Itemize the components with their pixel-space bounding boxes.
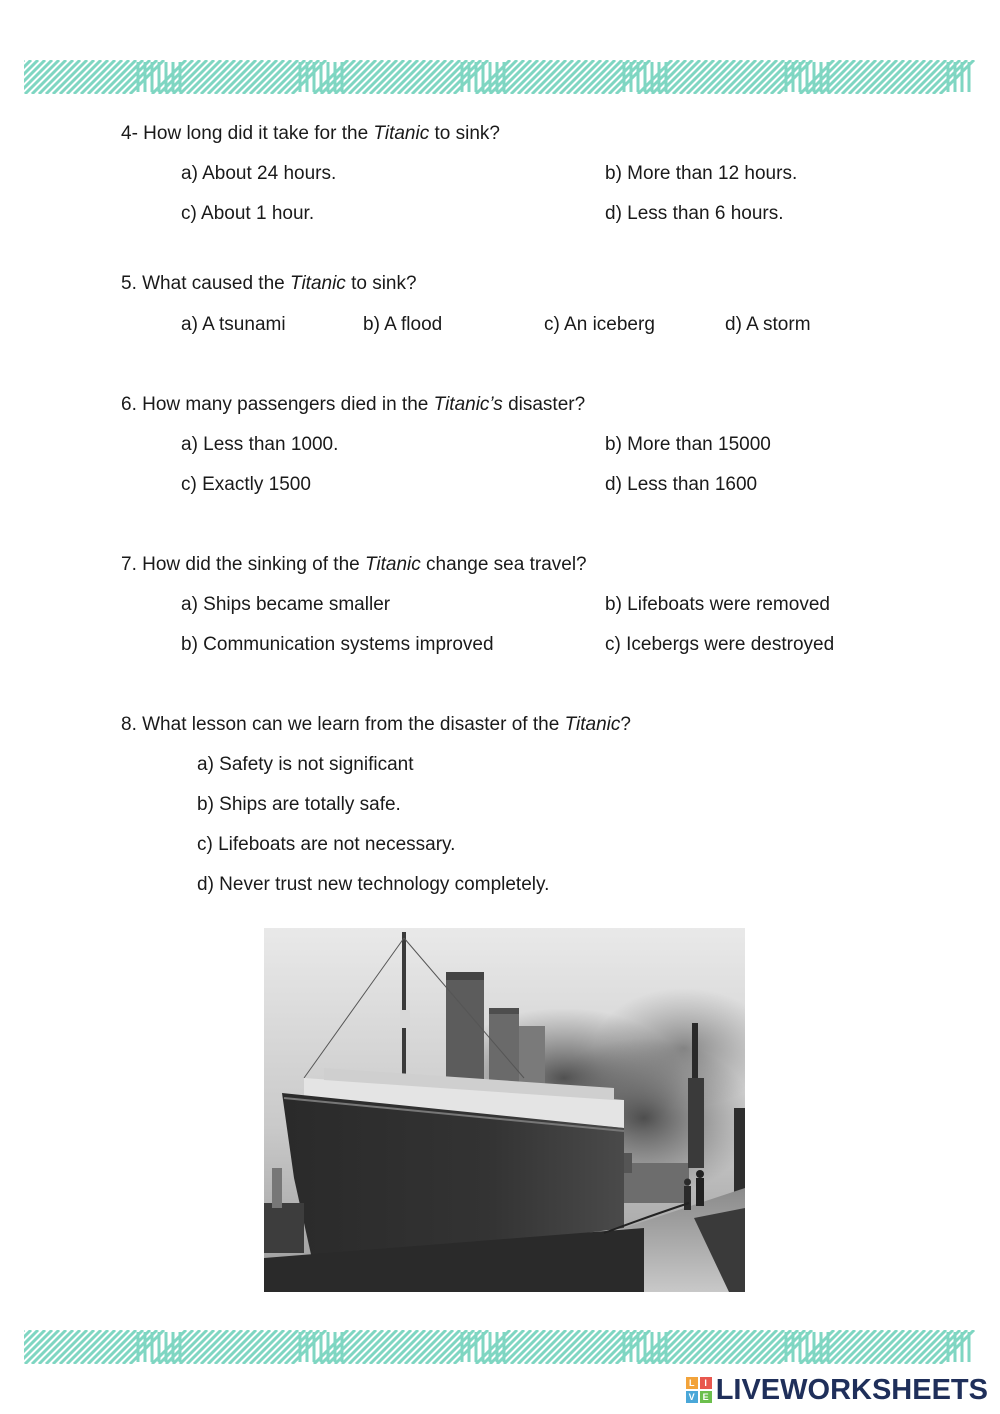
question-5-option-a[interactable]: a) A tsunami (181, 314, 286, 335)
logo-letter-v: V (686, 1391, 698, 1403)
logo-letter-l: L (686, 1377, 698, 1389)
question-8: 8. What lesson can we learn from the disaster of the Titanic? (121, 714, 631, 735)
question-8-option-a[interactable]: a) Safety is not significant (197, 754, 414, 775)
question-5-option-c[interactable]: c) An iceberg (544, 314, 655, 335)
top-decorative-border (24, 60, 976, 94)
question-6-option-c[interactable]: c) Exactly 1500 (181, 474, 311, 495)
question-6-option-b[interactable]: b) More than 15000 (605, 434, 771, 455)
question-7-option-a[interactable]: a) Ships became smaller (181, 594, 391, 615)
question-7-option-c[interactable]: c) Icebergs were destroyed (605, 634, 835, 655)
question-5-option-d[interactable]: d) A storm (725, 314, 811, 335)
question-7-option-b[interactable]: b) Lifeboats were removed (605, 594, 830, 615)
question-5: 5. What caused the Titanic to sink? (121, 273, 417, 294)
question-8-option-b[interactable]: b) Ships are totally safe. (197, 794, 401, 815)
liveworksheets-logo (686, 1374, 988, 1406)
question-4-option-b[interactable]: b) More than 12 hours. (605, 163, 798, 184)
bottom-decorative-border (24, 1330, 976, 1364)
question-4-option-d[interactable]: d) Less than 6 hours. (605, 203, 784, 224)
question-4: 4- How long did it take for the Titanic to sink? (121, 123, 500, 144)
question-8-option-d[interactable]: d) Never trust new technology completely. (197, 874, 550, 895)
question-6: 6. How many passengers died in the Titanic’s disaster? (121, 394, 586, 415)
logo-letter-e: E (700, 1391, 712, 1403)
titanic-photo (264, 928, 745, 1292)
question-6-option-d[interactable]: d) Less than 1600 (605, 474, 758, 495)
question-8-option-c[interactable]: c) Lifeboats are not necessary. (197, 834, 456, 855)
question-4-option-a[interactable]: a) About 24 hours. (181, 163, 337, 184)
live-logo-icon (686, 1377, 712, 1403)
question-7-option-b2[interactable]: b) Communication systems improved (181, 634, 494, 655)
question-7: 7. How did the sinking of the Titanic change sea travel? (121, 554, 587, 575)
question-5-option-b[interactable]: b) A flood (363, 314, 443, 335)
question-4-option-c[interactable]: c) About 1 hour. (181, 203, 315, 224)
brand-text: LIVEWORKSHEETS (715, 1373, 988, 1406)
logo-letter-i: I (700, 1377, 712, 1389)
question-6-option-a[interactable]: a) Less than 1000. (181, 434, 339, 455)
